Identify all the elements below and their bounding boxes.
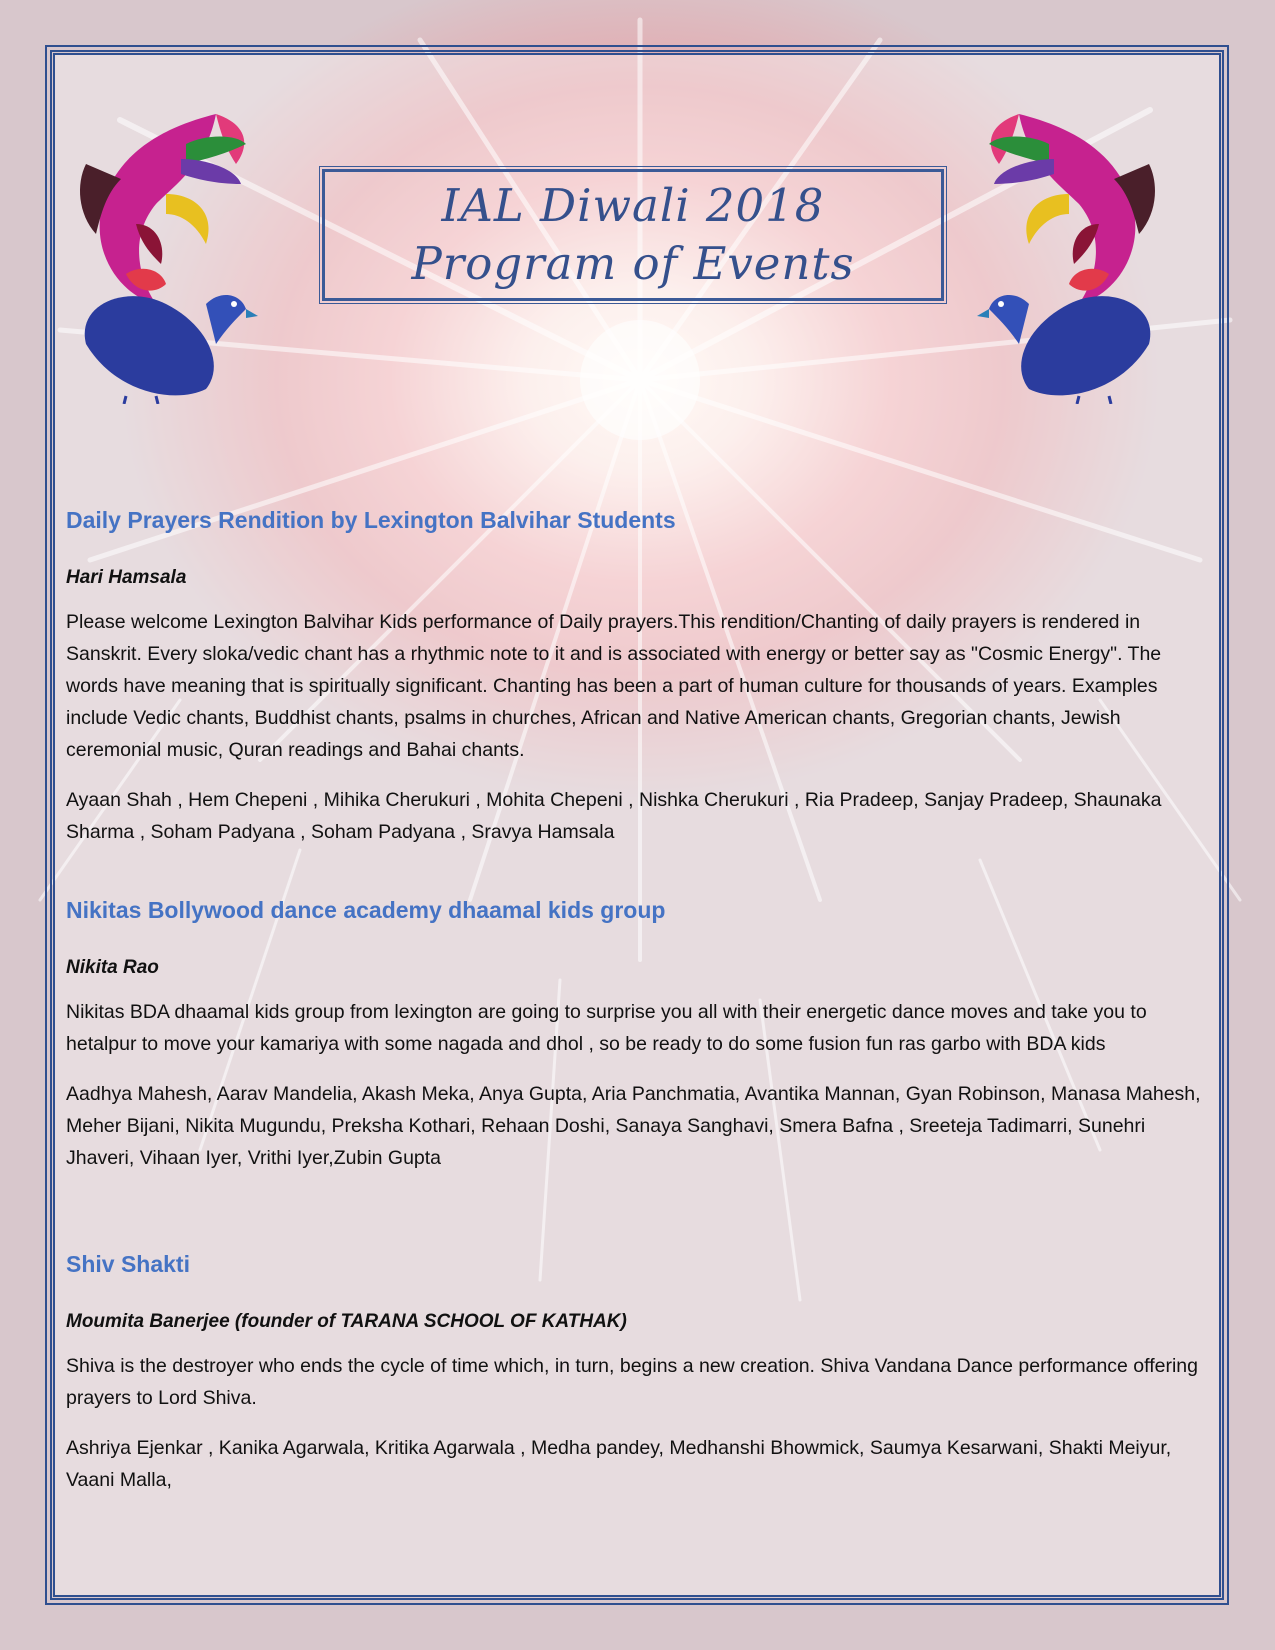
event-title: Nikitas Bollywood dance academy dhaamal kids group (66, 897, 666, 923)
event-section (66, 1244, 1206, 1496)
program-content (66, 500, 1206, 1538)
event-description: Nikitas BDA dhaamal kids group from lexington are going to surprise you all with their energetic dance moves and take you to hetalpur to move your kamariya with some nagada and dhol , so be ready to do some fusion fun ras garbo with BDA kids (66, 1001, 1147, 1055)
event-title: Daily Prayers Rendition by Lexington Balvihar Students (66, 507, 676, 533)
event-title: Shiv Shakti (66, 1251, 190, 1277)
event-lead: Moumita Banerjee (founder of TARANA SCHOOL OF KATHAK) (66, 1311, 627, 1332)
event-participants: Ayaan Shah , Hem Chepeni , Mihika Cherukuri , Mohita Chepeni , Nishka Cherukuri , Ria Pradeep, Sanjay Pradeep, Shaunaka Sharma , Soham Padyana , Soham Padyana , Sravya Hamsala (66, 789, 1162, 843)
event-description: Please welcome Lexington Balvihar Kids performance of Daily prayers.This rendition/Chanting of daily prayers is rendered in Sanskrit. Every sloka/vedic chant has a rhythmic note to it and is associated with energy or better say as "Cosmic Energy". The words have meaning that is spiritually significant. Chanting has been a part of human culture for thousands of years. Examples include Vedic chants, Buddhist chants, psalms in churches, African and Native American chants, Gregorian chants, Jewish ceremonial music, Quran readings and Bahai chants. (66, 611, 1162, 761)
event-description: Shiva is the destroyer who ends the cycle of time which, in turn, begins a new creation. Shiva Vandana Dance performance offering prayers to Lord Shiva. (66, 1355, 1198, 1409)
event-section (66, 890, 1206, 1174)
event-lead: Nikita Rao (66, 957, 159, 978)
peacock-left-icon (66, 104, 271, 404)
page-title-line1: IAL Diwali 2018 (441, 179, 825, 232)
page-title-box (322, 169, 944, 301)
page-title-line2: Program of Events (411, 237, 855, 290)
peacock-right-icon (964, 104, 1169, 404)
event-participants: Ashriya Ejenkar , Kanika Agarwala, Kritika Agarwala , Medha pandey, Medhanshi Bhowmick, Saumya Kesarwani, Shakti Meiyur, Vaani Malla, (66, 1437, 1172, 1491)
event-lead: Hari Hamsala (66, 567, 187, 588)
event-participants: Aadhya Mahesh, Aarav Mandelia, Akash Meka, Anya Gupta, Aria Panchmatia, Avantika Mannan, Gyan Robinson, Manasa Mahesh, Meher Bijani, Nikita Mugundu, Preksha Kothari, Rehaan Doshi, Sanaya Sanghavi, Smera Bafna , Sreeteja Tadimarri, Sunehri Jhaveri, Vihaan Iyer, Vrithi Iyer,Zubin Gupta (66, 1083, 1201, 1169)
event-section (66, 500, 1206, 848)
